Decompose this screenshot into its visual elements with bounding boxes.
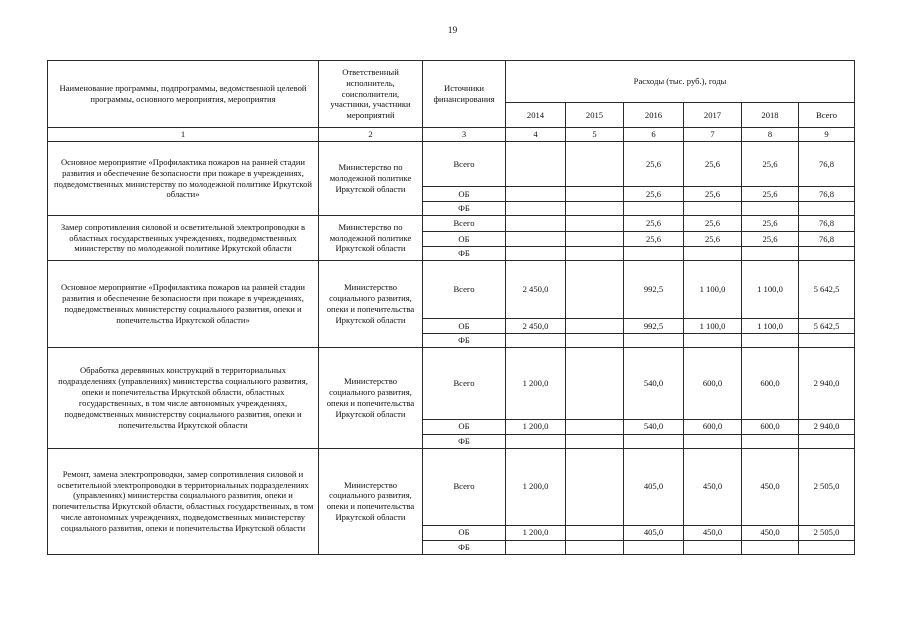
value-year [566,347,624,419]
header-expenses: Расходы (тыс. руб.), годы [506,61,855,103]
value-year: 25,6 [624,232,684,247]
value-year [566,187,624,202]
value-year [566,216,624,232]
value-year: 25,6 [742,142,799,187]
executor: Министерство социального развития, опеки и попечительства Иркутской области [319,347,423,448]
value-year [506,434,566,448]
value-year: 1 200,0 [506,525,566,540]
value-year: 540,0 [624,347,684,419]
value-year: 1 200,0 [506,419,566,434]
value-total: 2 940,0 [799,419,855,434]
table-row [48,261,855,319]
table-row [48,142,855,187]
table-row [48,448,855,525]
value-year: 450,0 [742,448,799,525]
executor: Министерство по молодежной политике Иркутской области [319,142,423,216]
column-number: 6 [624,128,684,142]
header-year: 2018 [742,103,799,128]
value-year [742,334,799,348]
funding-source: ОБ [423,419,506,434]
value-total: 2 940,0 [799,347,855,419]
header-year: 2017 [684,103,742,128]
value-total: 2 505,0 [799,525,855,540]
value-year [506,334,566,348]
value-year: 25,6 [742,216,799,232]
executor: Министерство по молодежной политике Иркутской области [319,216,423,261]
column-number: 8 [742,128,799,142]
column-number: 3 [423,128,506,142]
value-year: 450,0 [684,448,742,525]
value-year: 1 100,0 [684,261,742,319]
value-total: 76,8 [799,187,855,202]
page-number: 19 [447,26,458,36]
funding-source: ФБ [423,202,506,216]
value-year [742,434,799,448]
value-year: 992,5 [624,261,684,319]
header-year: 2014 [506,103,566,128]
value-year: 25,6 [684,142,742,187]
value-year [624,540,684,554]
value-total: 76,8 [799,232,855,247]
value-year: 1 100,0 [742,319,799,334]
value-total: 2 505,0 [799,448,855,525]
value-year [684,540,742,554]
value-year: 25,6 [684,187,742,202]
value-year: 25,6 [684,232,742,247]
header-total: Всего [799,103,855,128]
value-total [799,202,855,216]
value-year: 25,6 [742,187,799,202]
value-year [566,232,624,247]
value-year: 1 100,0 [742,261,799,319]
column-number: 5 [566,128,624,142]
value-total [799,434,855,448]
value-year: 2 450,0 [506,261,566,319]
header-name: Наименование программы, подпрограммы, ведомственной целевой программы, основного мероприятия, мероприятия [48,61,319,128]
value-year [566,319,624,334]
value-total [799,334,855,348]
funding-source: ОБ [423,187,506,202]
funding-source: Всего [423,216,506,232]
value-total [799,247,855,261]
value-year [684,247,742,261]
value-year [742,202,799,216]
value-year: 25,6 [684,216,742,232]
value-year [566,202,624,216]
value-year [566,247,624,261]
value-year: 2 450,0 [506,319,566,334]
value-year: 600,0 [684,419,742,434]
value-year [506,216,566,232]
value-year: 25,6 [624,142,684,187]
column-number: 7 [684,128,742,142]
value-total: 5 642,5 [799,319,855,334]
value-year: 600,0 [742,347,799,419]
value-year [506,187,566,202]
value-year: 1 200,0 [506,347,566,419]
value-year: 540,0 [624,419,684,434]
column-number: 4 [506,128,566,142]
funding-source: Всего [423,347,506,419]
funding-source: ФБ [423,540,506,554]
value-year [684,202,742,216]
header-year: 2015 [566,103,624,128]
value-year: 450,0 [742,525,799,540]
value-year [566,142,624,187]
value-year: 1 200,0 [506,448,566,525]
funding-source: ОБ [423,319,506,334]
value-year: 25,6 [742,232,799,247]
value-year [624,334,684,348]
value-year: 450,0 [684,525,742,540]
header-year: 2016 [624,103,684,128]
table-row [48,347,855,419]
value-year: 600,0 [684,347,742,419]
activity-name: Обработка деревянных конструкций в территориальных подразделениях (управлениях) министерства социального развития, опеки и попечительства Иркутской области, областных государственных, в том числе автономных учреждениях, подведомственных министерству социального развития, опеки и попечительства Иркутской области [48,347,319,448]
value-year [624,247,684,261]
value-year [684,334,742,348]
value-year [566,419,624,434]
value-year [566,540,624,554]
value-year [506,232,566,247]
funding-source: ОБ [423,232,506,247]
value-year: 600,0 [742,419,799,434]
column-number: 2 [319,128,423,142]
executor: Министерство социального развития, опеки и попечительства Иркутской области [319,261,423,348]
value-total: 76,8 [799,216,855,232]
value-year: 992,5 [624,319,684,334]
value-year: 25,6 [624,187,684,202]
activity-name: Основное мероприятие «Профилактика пожаров на ранней стадии развития и обеспечение безопасности при пожаре в учреждениях, подведомственных министерству социального развития, опеки и попечительства Иркутской области» [48,261,319,348]
value-year [624,434,684,448]
value-year [624,202,684,216]
value-total: 76,8 [799,142,855,187]
value-total: 5 642,5 [799,261,855,319]
activity-name: Основное мероприятие «Профилактика пожаров на ранней стадии развития и обеспечение безопасности при пожаре в учреждениях, подведомственных министерству по молодежной политике Иркутской области» [48,142,319,216]
value-year: 1 100,0 [684,319,742,334]
activity-name: Ремонт, замена электропроводки, замер сопротивления силовой и осветительной электропроводки в территориальных подразделениях (управлениях) министерства социального развития, опеки и попечительства Иркутской области, областных государственных, в том числе автономных учреждениях, подведомственных министерству социального развития, опеки и попечительства Иркутской области [48,448,319,554]
value-year: 25,6 [624,216,684,232]
value-year [684,434,742,448]
funding-source: ФБ [423,434,506,448]
funding-source: ФБ [423,247,506,261]
value-year [506,142,566,187]
value-year: 405,0 [624,448,684,525]
value-year: 405,0 [624,525,684,540]
funding-source: ФБ [423,334,506,348]
funding-source: Всего [423,142,506,187]
funding-source: ОБ [423,525,506,540]
value-total [799,540,855,554]
value-year [506,247,566,261]
value-year [566,525,624,540]
activity-name: Замер сопротивления силовой и осветительной электропроводки в областных государственных учреждениях, подведомственных министерству по молодежной политике Иркутской области [48,216,319,261]
executor: Министерство социального развития, опеки и попечительства Иркутской области [319,448,423,554]
value-year [566,434,624,448]
value-year [506,540,566,554]
funding-source: Всего [423,261,506,319]
value-year [566,334,624,348]
expenses-table [47,60,855,555]
value-year [742,540,799,554]
column-number: 9 [799,128,855,142]
value-year [566,448,624,525]
value-year [506,202,566,216]
value-year [742,247,799,261]
table-row [48,216,855,232]
column-number: 1 [48,128,319,142]
header-source: Источники финансирования [423,61,506,128]
header-executor: Ответственный исполнитель, соисполнители, участники, участники мероприятий [319,61,423,128]
value-year [566,261,624,319]
funding-source: Всего [423,448,506,525]
